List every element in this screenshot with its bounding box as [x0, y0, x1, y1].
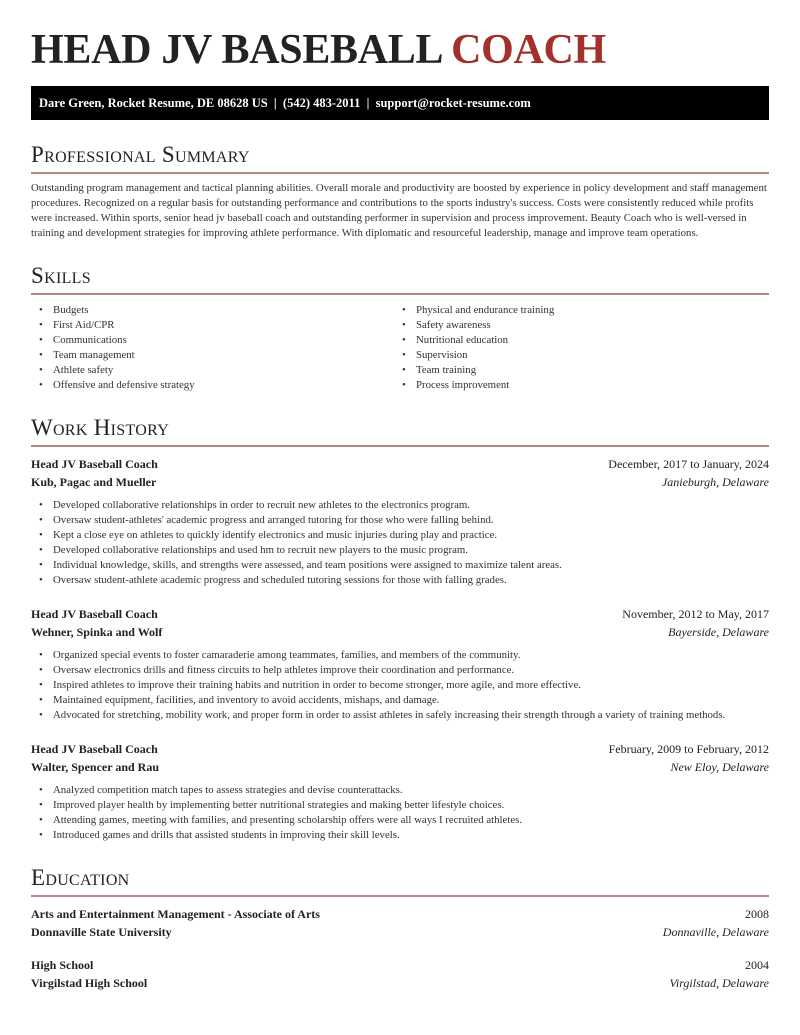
job-bullet: • Inspired athletes to improve their training habits and nutrition in order to become stronger, more agile, and more effective. — [31, 678, 769, 693]
job-bullet: • Individual knowledge, skills, and strengths were assessed, and team positions were assigned to maximize talent areas. — [31, 558, 769, 573]
work-history — [31, 455, 769, 843]
job-dates: November, 2012 to May, 2017 — [622, 607, 769, 621]
skill-item: • Team management — [31, 348, 394, 363]
skill-item: • Budgets — [31, 303, 394, 318]
resume-title — [31, 28, 769, 72]
job-entry — [31, 605, 769, 723]
job-title: Head JV Baseball Coach — [31, 607, 158, 621]
job-entry — [31, 740, 769, 843]
job-entry — [31, 455, 769, 588]
skill-item: • Nutritional education — [394, 333, 757, 348]
job-company-row — [31, 473, 769, 491]
job-company-row — [31, 758, 769, 776]
job-title: Head JV Baseball Coach — [31, 457, 158, 471]
education-school-row — [31, 923, 769, 941]
skill-item: • Physical and endurance training — [394, 303, 757, 318]
skill-item: • Communications — [31, 333, 394, 348]
education-location: Virgilstad, Delaware — [669, 976, 769, 990]
section-heading-summary: Professional Summary — [31, 142, 769, 174]
education-header — [31, 905, 769, 923]
education-year: 2008 — [745, 907, 769, 921]
section-heading-skills: Skills — [31, 263, 769, 295]
skill-item: • Safety awareness — [394, 318, 757, 333]
job-bullet: • Improved player health by implementing better nutritional strategies and making better lifestyle choices. — [31, 798, 769, 813]
job-bullets — [31, 648, 769, 723]
education-degree: High School — [31, 958, 94, 972]
education-degree: Arts and Entertainment Management - Associate of Arts — [31, 907, 320, 921]
job-header — [31, 740, 769, 758]
education-school-row — [31, 974, 769, 992]
skills-list — [31, 303, 769, 393]
job-location: Bayerside, Delaware — [668, 625, 769, 639]
job-company: Walter, Spencer and Rau — [31, 760, 160, 774]
education-list — [31, 905, 769, 992]
education-header — [31, 956, 769, 974]
education-entry — [31, 956, 769, 992]
job-bullets — [31, 783, 769, 843]
job-bullet: • Kept a close eye on athletes to quickly identify electronics and music injuries during play and practice. — [31, 528, 769, 543]
section-heading-education: Education — [31, 865, 769, 897]
skills-column-right — [394, 303, 757, 393]
job-company-row — [31, 623, 769, 641]
education-year: 2004 — [745, 958, 769, 972]
skill-item: • First Aid/CPR — [31, 318, 394, 333]
job-dates: February, 2009 to February, 2012 — [608, 742, 769, 756]
section-heading-work-history: Work History — [31, 415, 769, 447]
job-bullet: • Oversaw electronics drills and fitness circuits to help athletes improve their coordination and performance. — [31, 663, 769, 678]
job-bullet: • Maintained equipment, facilities, and inventory to avoid accidents, mishaps, and damage. — [31, 693, 769, 708]
education-school: Donnaville State University — [31, 925, 172, 939]
contact-bar — [31, 86, 769, 120]
job-bullet: • Attending games, meeting with families, and presenting scholarship offers were all ways I recruited athletes. — [31, 813, 769, 828]
job-company: Wehner, Spinka and Wolf — [31, 625, 163, 639]
title-main: HEAD JV BASEBALL — [31, 27, 441, 73]
skill-item: • Offensive and defensive strategy — [31, 378, 394, 393]
job-bullet: • Developed collaborative relationships and used hm to recruit new players to the music program. — [31, 543, 769, 558]
job-location: New Eloy, Delaware — [670, 760, 769, 774]
job-bullet: • Organized special events to foster camaraderie among teammates, families, and members of the community. — [31, 648, 769, 663]
job-bullet: • Developed collaborative relationships in order to recruit new athletes to the electronics program. — [31, 498, 769, 513]
job-title: Head JV Baseball Coach — [31, 742, 158, 756]
job-dates: December, 2017 to January, 2024 — [608, 457, 769, 471]
contact-info: Dare Green, Rocket Resume, DE 08628 US | (542) 483-2011 | support@rocket-resume.com — [39, 96, 531, 110]
resume — [31, 28, 769, 992]
skill-item: • Athlete safety — [31, 363, 394, 378]
skill-item: • Process improvement — [394, 378, 757, 393]
skill-item: • Supervision — [394, 348, 757, 363]
job-bullet: • Oversaw student-athlete academic progress and scheduled tutoring sessions for those with falling grades. — [31, 573, 769, 588]
summary-text: Outstanding program management and tactical planning abilities. Overall morale and productivity are boosted by experience in policy development and staff management procedures. Recognized on a regular basis for outstanding performance and contributions to the sports industry's success. Costs were consistently reduced while profits were increased. Within sports, senior head jv baseball coach and outstanding performer in supervision and process improvement. Beauty Coach who is well-versed in training and development strategies for improving athlete performance. With diplomatic and resourceful leadership, manage and improve team operations. — [31, 182, 767, 239]
education-location: Donnaville, Delaware — [662, 925, 769, 939]
job-header — [31, 455, 769, 473]
education-entry — [31, 905, 769, 941]
title-accent: COACH — [451, 27, 606, 73]
education-school: Virgilstad High School — [31, 976, 148, 990]
job-bullet: • Introduced games and drills that assisted students in improving their skill levels. — [31, 828, 769, 843]
job-bullet: • Oversaw student-athletes' academic progress and arranged tutoring for those who were falling behind. — [31, 513, 769, 528]
job-location: Janieburgh, Delaware — [661, 475, 769, 489]
job-bullet: • Advocated for stretching, mobility work, and proper form in order to assist athletes in safely increasing their strength through a variety of training methods. — [31, 708, 769, 723]
job-bullet: • Analyzed competition match tapes to assess strategies and devise counterattacks. — [31, 783, 769, 798]
job-header — [31, 605, 769, 623]
skill-item: • Team training — [394, 363, 757, 378]
skills-column-left — [31, 303, 394, 393]
job-company: Kub, Pagac and Mueller — [31, 475, 157, 489]
job-bullets — [31, 498, 769, 588]
